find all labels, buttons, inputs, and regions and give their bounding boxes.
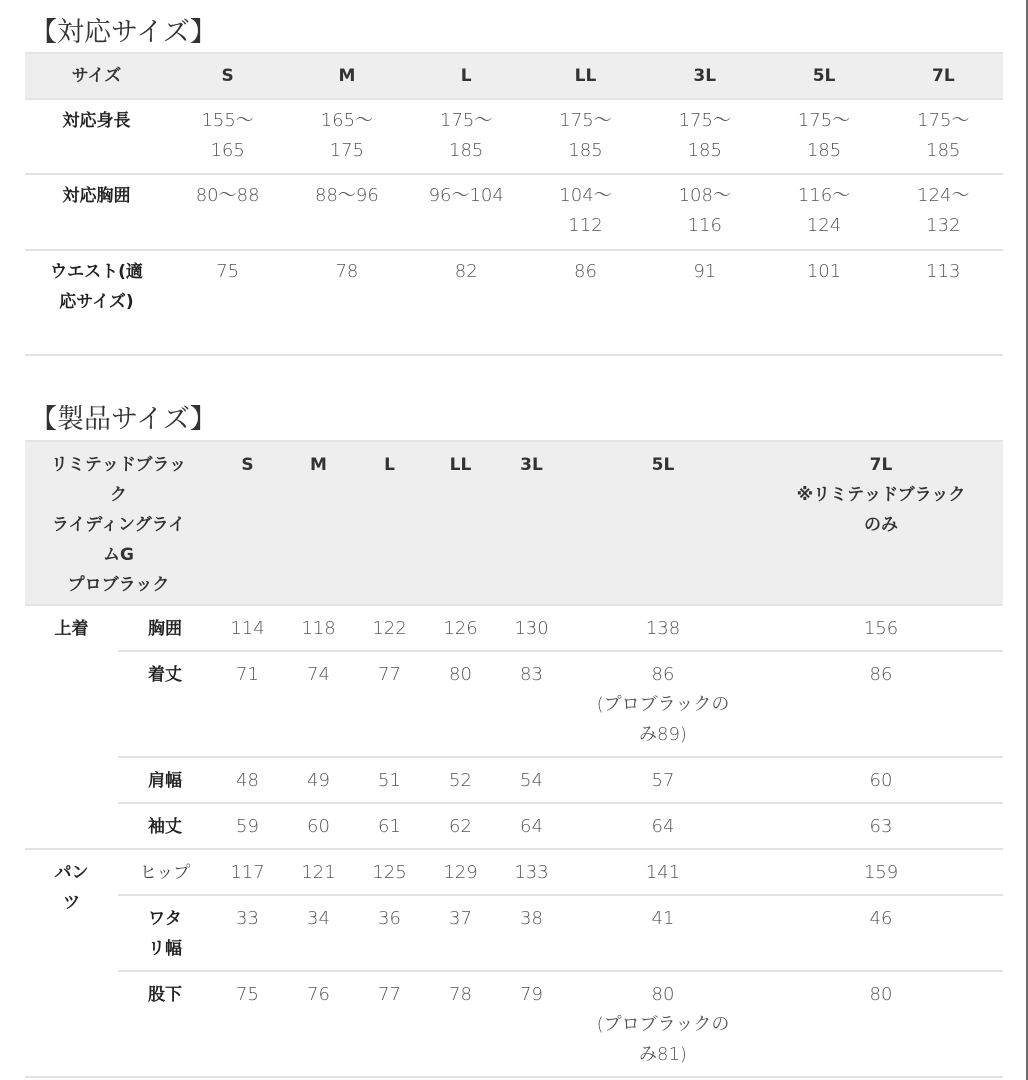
cell-value: 108〜116 (645, 174, 764, 250)
table-row (25, 849, 1003, 895)
cell-value: 60 (283, 803, 354, 849)
table-row (25, 174, 1003, 250)
header-line: プロブラック (67, 575, 170, 595)
table-row (25, 250, 1003, 355)
header-size-ll: LL (425, 441, 496, 605)
cell-value: 64 (496, 803, 567, 849)
cell-value: 141 (567, 849, 759, 895)
row-label: ヒップ (118, 849, 212, 895)
header-line: ライディングライ (51, 515, 186, 535)
cell-value: 118 (283, 605, 354, 651)
header-size-7l (759, 441, 1003, 605)
cell-value: 38 (496, 895, 567, 971)
cell-value: 78 (425, 971, 496, 1077)
cell-value: 114 (212, 605, 283, 651)
header-line: ク (110, 485, 127, 505)
cell-value: 48 (212, 757, 283, 803)
cell-value: 113 (884, 250, 1003, 355)
cell-value: 62 (425, 803, 496, 849)
cell-value: 60 (759, 757, 1003, 803)
row-label: 着丈 (118, 651, 212, 757)
cell-value: 86 (651, 664, 675, 685)
cell-value: 126 (425, 605, 496, 651)
cell-value: 59 (212, 803, 283, 849)
cell-value: 121 (283, 849, 354, 895)
header-size-label: サイズ (25, 53, 168, 99)
cell-value: 77 (354, 971, 425, 1077)
header-line: ムG (103, 545, 134, 565)
row-label: ワタリ幅 (118, 895, 212, 971)
row-label: 胸囲 (118, 605, 212, 651)
cell-value: 104〜112 (526, 174, 645, 250)
header-size-5l: 5L (764, 53, 883, 99)
header-size-l: L (407, 53, 526, 99)
cell-value: 125 (354, 849, 425, 895)
row-label-chest: 対応胸囲 (25, 174, 168, 250)
header-size-3l: 3L (645, 53, 764, 99)
row-label: 股下 (118, 971, 212, 1077)
cell-value: 75 (212, 971, 283, 1077)
table-header-row (25, 441, 1003, 605)
cell-value: 49 (283, 757, 354, 803)
cell-value: 165〜175 (287, 99, 406, 174)
size-7l-label: 7L (869, 455, 893, 475)
cell-value: 36 (354, 895, 425, 971)
cell-value: 57 (567, 757, 759, 803)
header-size-ll: LL (526, 53, 645, 99)
cell-value: 63 (759, 803, 1003, 849)
cell-value: 159 (759, 849, 1003, 895)
cell-value: 86 (526, 250, 645, 355)
row-label: 肩幅 (118, 757, 212, 803)
cell-value: 130 (496, 605, 567, 651)
cell-value: 75 (168, 250, 287, 355)
cell-value-with-note (567, 971, 759, 1077)
cell-value: 117 (212, 849, 283, 895)
header-size-3l: 3L (496, 441, 567, 605)
cell-value: 76 (283, 971, 354, 1077)
header-size-s: S (168, 53, 287, 99)
cell-value: 80 (425, 651, 496, 757)
cell-value-with-note (567, 651, 759, 757)
cell-value: 133 (496, 849, 567, 895)
cell-value: 124〜132 (884, 174, 1003, 250)
cell-value: 96〜104 (407, 174, 526, 250)
cell-value: 175〜185 (407, 99, 526, 174)
row-label: 袖丈 (118, 803, 212, 849)
cell-value: 74 (283, 651, 354, 757)
row-label-waist: ウエスト(適応サイズ) (25, 250, 168, 355)
cell-value: 155〜165 (168, 99, 287, 174)
size-7l-note: ※リミテッドブラックのみ (796, 485, 966, 535)
cell-value: 80 (651, 984, 675, 1005)
cell-value: 78 (287, 250, 406, 355)
cell-value: 64 (567, 803, 759, 849)
cell-value: 83 (496, 651, 567, 757)
header-size-m: M (287, 53, 406, 99)
cell-value: 88〜96 (287, 174, 406, 250)
table-header-row (25, 53, 1003, 99)
cell-value: 41 (567, 895, 759, 971)
cell-value: 71 (212, 651, 283, 757)
header-size-l: L (354, 441, 425, 605)
cell-value: 175〜185 (884, 99, 1003, 174)
header-line: リミテッドブラッ (50, 455, 187, 475)
table-row (25, 99, 1003, 174)
cell-value: 79 (496, 971, 567, 1077)
cell-value: 86 (759, 651, 1003, 757)
cell-value: 34 (283, 895, 354, 971)
header-size-s: S (212, 441, 283, 605)
cell-value: 37 (425, 895, 496, 971)
table-row (25, 605, 1003, 651)
cell-value: 122 (354, 605, 425, 651)
cell-value: 116〜124 (764, 174, 883, 250)
cell-value: 46 (759, 895, 1003, 971)
cell-value: 156 (759, 605, 1003, 651)
cell-value: 54 (496, 757, 567, 803)
cell-value: 80〜88 (168, 174, 287, 250)
table-row (25, 651, 1003, 757)
header-size-m: M (283, 441, 354, 605)
cell-value: 175〜185 (764, 99, 883, 174)
group-label-jacket: 上着 (25, 605, 118, 849)
cell-value: 51 (354, 757, 425, 803)
cell-value: 77 (354, 651, 425, 757)
table-row (25, 971, 1003, 1077)
cell-value: 33 (212, 895, 283, 971)
cell-value: 61 (354, 803, 425, 849)
cell-value: 129 (425, 849, 496, 895)
cell-value: 175〜185 (645, 99, 764, 174)
group-label-pants: パンツ (25, 849, 118, 1077)
cell-value: 52 (425, 757, 496, 803)
cell-value: 175〜185 (526, 99, 645, 174)
header-size-7l: 7L (884, 53, 1003, 99)
cell-value: 91 (645, 250, 764, 355)
header-size-5l: 5L (567, 441, 759, 605)
row-label-height: 対応身長 (25, 99, 168, 174)
table-row (25, 803, 1003, 849)
cell-note: (プロブラックのみ89) (596, 694, 730, 745)
cell-value: 80 (759, 971, 1003, 1077)
cell-value: 138 (567, 605, 759, 651)
table-row (25, 757, 1003, 803)
cell-value: 82 (407, 250, 526, 355)
section-title-compatible-sizes: 【対応サイズ】 (30, 17, 217, 48)
cell-value: 101 (764, 250, 883, 355)
table-row (25, 895, 1003, 971)
product-size-table (25, 440, 1003, 1078)
cell-note: (プロブラックのみ81) (596, 1014, 730, 1065)
section-title-product-sizes: 【製品サイズ】 (30, 404, 217, 435)
header-product-lines (25, 441, 212, 605)
compatible-size-table (25, 52, 1003, 356)
